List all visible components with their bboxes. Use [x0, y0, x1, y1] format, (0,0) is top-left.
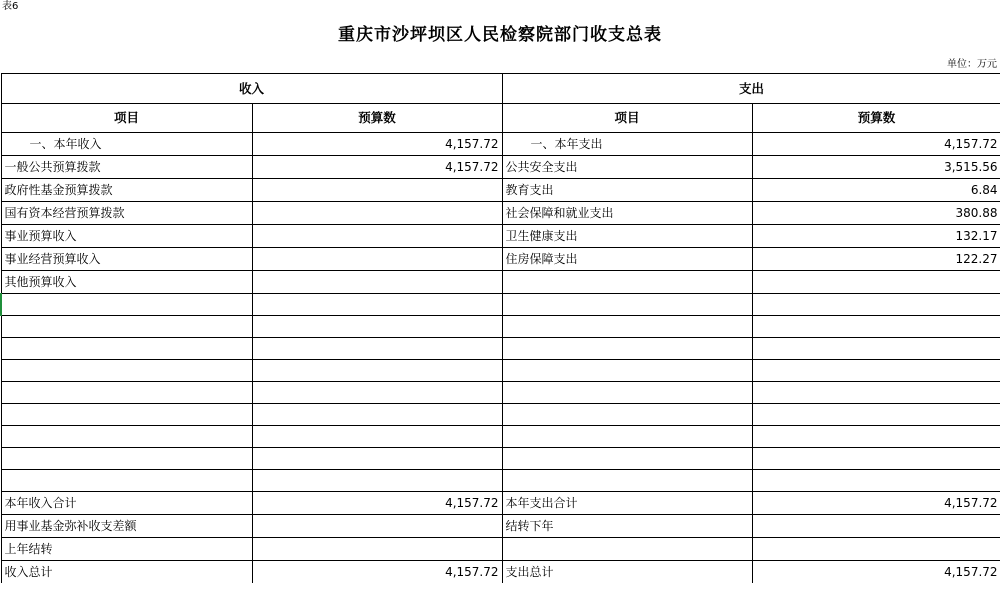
income-value-cell[interactable] — [252, 404, 502, 426]
income-item-cell[interactable]: 事业预算收入 — [1, 225, 252, 248]
income-value-cell[interactable] — [252, 426, 502, 448]
income-item-cell[interactable] — [1, 294, 252, 316]
income-item-cell[interactable]: 一、本年收入 — [1, 133, 252, 156]
page-title: 重庆市沙坪坝区人民检察院部门收支总表 — [338, 25, 662, 45]
expense-item-cell[interactable] — [502, 382, 752, 404]
income-item-cell[interactable]: 其他预算收入 — [1, 271, 252, 294]
income-value-cell[interactable] — [252, 294, 502, 316]
expense-value-cell[interactable] — [752, 404, 1000, 426]
expense-value-cell[interactable] — [752, 294, 1000, 316]
expense-value-cell[interactable] — [752, 448, 1000, 470]
income-item-cell[interactable]: 国有资本经营预算拨款 — [1, 202, 252, 225]
expense-item-cell[interactable]: 卫生健康支出 — [502, 225, 752, 248]
expense-item-cell[interactable] — [502, 338, 752, 360]
expense-item-cell[interactable]: 一、本年支出 — [502, 133, 752, 156]
income-item-cell[interactable]: 一般公共预算拨款 — [1, 156, 252, 179]
expense-value-cell[interactable]: 6.84 — [752, 179, 1000, 202]
table-row — [1, 338, 1000, 360]
table-row — [1, 202, 1000, 225]
income-item-cell[interactable] — [1, 470, 252, 492]
income-item-cell[interactable]: 本年收入合计 — [1, 492, 252, 515]
expense-item-cell[interactable] — [502, 360, 752, 382]
expense-value-cell[interactable] — [752, 271, 1000, 294]
table-row — [1, 538, 1000, 561]
income-value-cell[interactable] — [252, 538, 502, 561]
expense-item-cell[interactable] — [502, 470, 752, 492]
expense-value-cell[interactable]: 122.27 — [752, 248, 1000, 271]
expense-item-cell[interactable]: 社会保障和就业支出 — [502, 202, 752, 225]
income-expense-table — [0, 73, 1000, 583]
income-item-cell[interactable]: 上年结转 — [1, 538, 252, 561]
table-row — [1, 448, 1000, 470]
expense-value-cell[interactable]: 4,157.72 — [752, 561, 1000, 584]
income-value-cell[interactable] — [252, 382, 502, 404]
expense-item-cell[interactable] — [502, 448, 752, 470]
expense-item-cell[interactable] — [502, 271, 752, 294]
expense-item-cell[interactable]: 教育支出 — [502, 179, 752, 202]
income-item-cell[interactable] — [1, 360, 252, 382]
income-value-cell[interactable]: 4,157.72 — [252, 156, 502, 179]
expense-item-cell[interactable]: 本年支出合计 — [502, 492, 752, 515]
expense-value-cell[interactable] — [752, 316, 1000, 338]
table-row — [1, 133, 1000, 156]
table-row — [1, 515, 1000, 538]
table-row — [1, 404, 1000, 426]
income-item-cell[interactable]: 用事业基金弥补收支差额 — [1, 515, 252, 538]
expense-value-cell[interactable]: 132.17 — [752, 225, 1000, 248]
income-value-cell[interactable] — [252, 202, 502, 225]
income-value-cell[interactable] — [252, 225, 502, 248]
expense-value-cell[interactable] — [752, 470, 1000, 492]
table-row — [1, 225, 1000, 248]
income-value-cell[interactable] — [252, 515, 502, 538]
income-item-cell[interactable] — [1, 382, 252, 404]
table-row — [1, 426, 1000, 448]
income-item-cell[interactable] — [1, 404, 252, 426]
income-item-cell[interactable] — [1, 338, 252, 360]
expense-value-cell[interactable]: 4,157.72 — [752, 133, 1000, 156]
table-row — [1, 492, 1000, 515]
table-row — [1, 470, 1000, 492]
table-row — [1, 294, 1000, 316]
expense-value-cell[interactable] — [752, 382, 1000, 404]
table-row — [1, 382, 1000, 404]
expense-item-cell[interactable]: 支出总计 — [502, 561, 752, 584]
expense-item-cell[interactable] — [502, 316, 752, 338]
table-row — [1, 179, 1000, 202]
expense-item-cell[interactable] — [502, 426, 752, 448]
expense-item-header[interactable]: 项目 — [502, 104, 752, 133]
table-number: 表6 — [2, 1, 19, 12]
expense-section-header[interactable]: 支出 — [502, 74, 1000, 104]
table-row — [1, 271, 1000, 294]
expense-value-cell[interactable] — [752, 338, 1000, 360]
section-header-row — [1, 74, 1000, 104]
income-value-cell[interactable] — [252, 316, 502, 338]
table-row — [1, 248, 1000, 271]
table-row — [1, 360, 1000, 382]
expense-value-cell[interactable]: 380.88 — [752, 202, 1000, 225]
income-value-cell[interactable]: 4,157.72 — [252, 133, 502, 156]
table-row — [1, 156, 1000, 179]
expense-item-cell[interactable] — [502, 294, 752, 316]
column-header-row — [1, 104, 1000, 133]
income-value-cell[interactable] — [252, 470, 502, 492]
income-item-cell[interactable] — [1, 426, 252, 448]
expense-item-cell[interactable] — [502, 404, 752, 426]
expense-value-cell[interactable] — [752, 538, 1000, 561]
expense-item-cell[interactable]: 公共安全支出 — [502, 156, 752, 179]
income-value-cell[interactable] — [252, 360, 502, 382]
expense-item-cell[interactable]: 结转下年 — [502, 515, 752, 538]
income-item-cell[interactable] — [1, 316, 252, 338]
income-value-cell[interactable] — [252, 448, 502, 470]
expense-value-cell[interactable]: 4,157.72 — [752, 492, 1000, 515]
income-item-header[interactable]: 项目 — [1, 104, 252, 133]
table-row — [1, 316, 1000, 338]
table-row — [1, 561, 1000, 584]
income-item-cell[interactable]: 收入总计 — [1, 561, 252, 584]
income-item-cell[interactable]: 政府性基金预算拨款 — [1, 179, 252, 202]
income-item-cell[interactable]: 事业经营预算收入 — [1, 248, 252, 271]
income-budget-header[interactable]: 预算数 — [252, 104, 502, 133]
income-value-cell[interactable]: 4,157.72 — [252, 492, 502, 515]
expense-value-cell[interactable] — [752, 426, 1000, 448]
expense-value-cell[interactable] — [752, 515, 1000, 538]
income-value-cell[interactable] — [252, 338, 502, 360]
expense-value-cell[interactable]: 3,515.56 — [752, 156, 1000, 179]
expense-value-cell[interactable] — [752, 360, 1000, 382]
expense-budget-header[interactable]: 预算数 — [752, 104, 1000, 133]
income-value-cell[interactable] — [252, 248, 502, 271]
expense-item-cell[interactable]: 住房保障支出 — [502, 248, 752, 271]
income-section-header[interactable]: 收入 — [1, 74, 502, 104]
income-item-cell[interactable] — [1, 448, 252, 470]
income-value-cell[interactable]: 4,157.72 — [252, 561, 502, 584]
expense-item-cell[interactable] — [502, 538, 752, 561]
unit-label: 单位：万元 — [947, 59, 997, 70]
income-value-cell[interactable] — [252, 271, 502, 294]
income-value-cell[interactable] — [252, 179, 502, 202]
